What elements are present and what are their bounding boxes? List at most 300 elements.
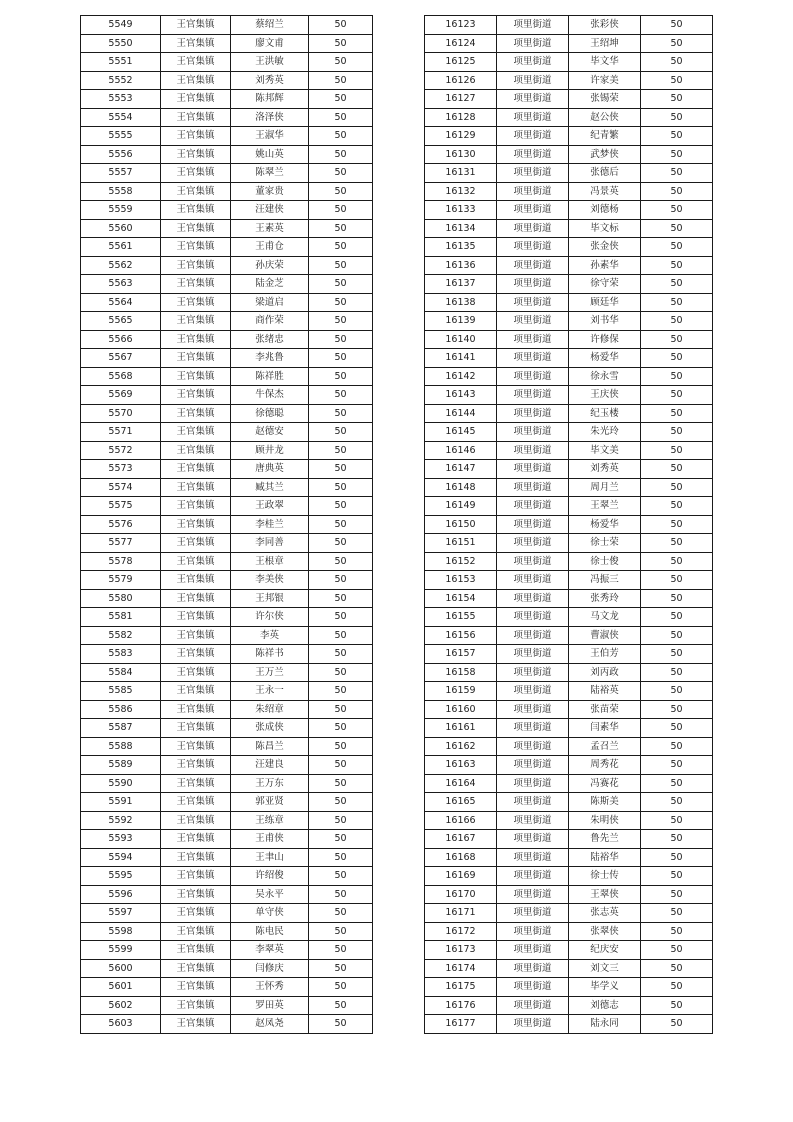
cell-id: 5575 xyxy=(81,497,161,516)
cell-name: 杨爱华 xyxy=(569,515,641,534)
cell-town: 王官集镇 xyxy=(161,164,231,183)
cell-amount: 50 xyxy=(641,552,713,571)
cell-amount: 50 xyxy=(641,996,713,1015)
cell-town: 王官集镇 xyxy=(161,941,231,960)
cell-name: 王邦银 xyxy=(231,589,309,608)
table-row xyxy=(425,441,713,460)
cell-name: 张德后 xyxy=(569,164,641,183)
cell-name: 王万兰 xyxy=(231,663,309,682)
cell-amount: 50 xyxy=(309,608,373,627)
cell-id: 5553 xyxy=(81,90,161,109)
cell-id: 5550 xyxy=(81,34,161,53)
cell-name: 李桂兰 xyxy=(231,515,309,534)
cell-id: 5600 xyxy=(81,959,161,978)
table-row xyxy=(81,663,373,682)
cell-amount: 50 xyxy=(309,349,373,368)
table-row xyxy=(425,423,713,442)
cell-name: 陈斯美 xyxy=(569,793,641,812)
table-row xyxy=(425,349,713,368)
table-row xyxy=(81,552,373,571)
cell-name: 王淑华 xyxy=(231,127,309,146)
cell-id: 16128 xyxy=(425,108,497,127)
table-row xyxy=(425,293,713,312)
cell-amount: 50 xyxy=(641,386,713,405)
table-row xyxy=(425,201,713,220)
cell-amount: 50 xyxy=(641,848,713,867)
cell-id: 5559 xyxy=(81,201,161,220)
table-row xyxy=(425,330,713,349)
cell-amount: 50 xyxy=(309,941,373,960)
cell-name: 刘德杨 xyxy=(569,201,641,220)
cell-id: 16140 xyxy=(425,330,497,349)
cell-id: 5561 xyxy=(81,238,161,257)
cell-town: 项里街道 xyxy=(497,256,569,275)
cell-name: 牛保杰 xyxy=(231,386,309,405)
cell-id: 5592 xyxy=(81,811,161,830)
cell-amount: 50 xyxy=(641,238,713,257)
cell-name: 王政翠 xyxy=(231,497,309,516)
cell-id: 16157 xyxy=(425,645,497,664)
cell-id: 16176 xyxy=(425,996,497,1015)
cell-town: 项里街道 xyxy=(497,238,569,257)
cell-amount: 50 xyxy=(641,885,713,904)
cell-name: 陆裕华 xyxy=(569,848,641,867)
cell-town: 项里街道 xyxy=(497,367,569,386)
cell-id: 5587 xyxy=(81,719,161,738)
cell-name: 许家美 xyxy=(569,71,641,90)
cell-town: 王官集镇 xyxy=(161,978,231,997)
cell-amount: 50 xyxy=(309,497,373,516)
table-row xyxy=(425,219,713,238)
cell-town: 项里街道 xyxy=(497,127,569,146)
cell-amount: 50 xyxy=(641,700,713,719)
table-row xyxy=(425,737,713,756)
cell-name: 李翠英 xyxy=(231,941,309,960)
cell-amount: 50 xyxy=(641,275,713,294)
cell-town: 项里街道 xyxy=(497,959,569,978)
cell-amount: 50 xyxy=(641,1015,713,1034)
table-row xyxy=(425,275,713,294)
cell-town: 项里街道 xyxy=(497,312,569,331)
cell-town: 项里街道 xyxy=(497,404,569,423)
cell-id: 16129 xyxy=(425,127,497,146)
cell-town: 王官集镇 xyxy=(161,793,231,812)
table-row xyxy=(81,830,373,849)
cell-amount: 50 xyxy=(641,16,713,35)
cell-name: 张志英 xyxy=(569,904,641,923)
cell-town: 项里街道 xyxy=(497,589,569,608)
cell-id: 16170 xyxy=(425,885,497,904)
cell-town: 项里街道 xyxy=(497,978,569,997)
cell-name: 李美侠 xyxy=(231,571,309,590)
cell-name: 陆裕英 xyxy=(569,682,641,701)
cell-id: 16130 xyxy=(425,145,497,164)
cell-id: 16161 xyxy=(425,719,497,738)
cell-id: 16156 xyxy=(425,626,497,645)
cell-name: 孙庆荣 xyxy=(231,256,309,275)
cell-town: 项里街道 xyxy=(497,349,569,368)
cell-id: 16126 xyxy=(425,71,497,90)
cell-amount: 50 xyxy=(641,164,713,183)
cell-amount: 50 xyxy=(309,460,373,479)
cell-name: 王素英 xyxy=(231,219,309,238)
cell-town: 王官集镇 xyxy=(161,145,231,164)
cell-id: 5599 xyxy=(81,941,161,960)
cell-id: 16127 xyxy=(425,90,497,109)
table-row xyxy=(81,478,373,497)
cell-amount: 50 xyxy=(641,330,713,349)
cell-amount: 50 xyxy=(309,700,373,719)
cell-name: 李同善 xyxy=(231,534,309,553)
cell-name: 郭亚贤 xyxy=(231,793,309,812)
cell-town: 王官集镇 xyxy=(161,904,231,923)
cell-name: 许绍俊 xyxy=(231,867,309,886)
table-row xyxy=(425,71,713,90)
table-row xyxy=(425,885,713,904)
cell-name: 冯振三 xyxy=(569,571,641,590)
cell-amount: 50 xyxy=(309,867,373,886)
cell-id: 5571 xyxy=(81,423,161,442)
table-row xyxy=(425,386,713,405)
cell-id: 16136 xyxy=(425,256,497,275)
cell-town: 项里街道 xyxy=(497,497,569,516)
table-row xyxy=(81,737,373,756)
cell-amount: 50 xyxy=(641,515,713,534)
cell-town: 王官集镇 xyxy=(161,219,231,238)
table-row xyxy=(425,182,713,201)
cell-id: 16164 xyxy=(425,774,497,793)
cell-id: 16138 xyxy=(425,293,497,312)
table-row xyxy=(425,1015,713,1034)
cell-name: 王绍坤 xyxy=(569,34,641,53)
cell-town: 项里街道 xyxy=(497,830,569,849)
cell-id: 16144 xyxy=(425,404,497,423)
cell-name: 王甫仓 xyxy=(231,238,309,257)
cell-name: 杨爱华 xyxy=(569,349,641,368)
cell-name: 洛泽侠 xyxy=(231,108,309,127)
cell-town: 王官集镇 xyxy=(161,737,231,756)
cell-town: 项里街道 xyxy=(497,885,569,904)
cell-amount: 50 xyxy=(309,386,373,405)
table-row xyxy=(81,904,373,923)
cell-town: 王官集镇 xyxy=(161,885,231,904)
cell-town: 王官集镇 xyxy=(161,441,231,460)
cell-amount: 50 xyxy=(309,830,373,849)
cell-id: 5565 xyxy=(81,312,161,331)
cell-amount: 50 xyxy=(309,534,373,553)
table-row xyxy=(81,441,373,460)
cell-name: 顾井龙 xyxy=(231,441,309,460)
cell-name: 陈翠兰 xyxy=(231,164,309,183)
cell-id: 5581 xyxy=(81,608,161,627)
table-row xyxy=(81,330,373,349)
cell-name: 赵公侠 xyxy=(569,108,641,127)
right-roster-body xyxy=(425,16,713,1034)
cell-id: 5583 xyxy=(81,645,161,664)
cell-name: 朱光玲 xyxy=(569,423,641,442)
cell-amount: 50 xyxy=(641,219,713,238)
cell-town: 王官集镇 xyxy=(161,275,231,294)
cell-town: 王官集镇 xyxy=(161,404,231,423)
cell-id: 5590 xyxy=(81,774,161,793)
cell-town: 王官集镇 xyxy=(161,367,231,386)
table-row xyxy=(425,626,713,645)
cell-id: 16125 xyxy=(425,53,497,72)
table-row xyxy=(425,515,713,534)
cell-town: 王官集镇 xyxy=(161,423,231,442)
cell-amount: 50 xyxy=(309,996,373,1015)
cell-town: 王官集镇 xyxy=(161,256,231,275)
cell-town: 项里街道 xyxy=(497,904,569,923)
cell-id: 16172 xyxy=(425,922,497,941)
table-row xyxy=(425,867,713,886)
cell-name: 陈祥书 xyxy=(231,645,309,664)
cell-id: 16171 xyxy=(425,904,497,923)
cell-name: 冯赛花 xyxy=(569,774,641,793)
cell-town: 王官集镇 xyxy=(161,349,231,368)
table-row xyxy=(425,127,713,146)
cell-town: 项里街道 xyxy=(497,552,569,571)
cell-town: 项里街道 xyxy=(497,145,569,164)
cell-id: 5576 xyxy=(81,515,161,534)
cell-town: 王官集镇 xyxy=(161,34,231,53)
cell-id: 16159 xyxy=(425,682,497,701)
cell-town: 项里街道 xyxy=(497,663,569,682)
cell-amount: 50 xyxy=(641,774,713,793)
cell-name: 周月兰 xyxy=(569,478,641,497)
cell-name: 张苗荣 xyxy=(569,700,641,719)
cell-id: 16158 xyxy=(425,663,497,682)
cell-amount: 50 xyxy=(641,811,713,830)
cell-amount: 50 xyxy=(309,238,373,257)
cell-name: 许修保 xyxy=(569,330,641,349)
table-row xyxy=(425,719,713,738)
cell-id: 16162 xyxy=(425,737,497,756)
cell-id: 5564 xyxy=(81,293,161,312)
cell-name: 周秀花 xyxy=(569,756,641,775)
cell-id: 16143 xyxy=(425,386,497,405)
cell-amount: 50 xyxy=(641,793,713,812)
cell-town: 王官集镇 xyxy=(161,867,231,886)
cell-name: 臧其兰 xyxy=(231,478,309,497)
cell-town: 项里街道 xyxy=(497,34,569,53)
cell-id: 5560 xyxy=(81,219,161,238)
table-row xyxy=(81,275,373,294)
cell-town: 王官集镇 xyxy=(161,552,231,571)
cell-town: 项里街道 xyxy=(497,293,569,312)
cell-amount: 50 xyxy=(309,626,373,645)
table-row xyxy=(81,608,373,627)
cell-name: 赵凤尧 xyxy=(231,1015,309,1034)
table-row xyxy=(81,589,373,608)
cell-town: 王官集镇 xyxy=(161,312,231,331)
cell-town: 项里街道 xyxy=(497,164,569,183)
cell-amount: 50 xyxy=(309,16,373,35)
table-row xyxy=(425,848,713,867)
cell-town: 王官集镇 xyxy=(161,700,231,719)
cell-id: 5595 xyxy=(81,867,161,886)
table-row xyxy=(81,719,373,738)
cell-town: 王官集镇 xyxy=(161,682,231,701)
cell-town: 项里街道 xyxy=(497,275,569,294)
cell-id: 16134 xyxy=(425,219,497,238)
table-row xyxy=(81,238,373,257)
cell-town: 项里街道 xyxy=(497,330,569,349)
cell-amount: 50 xyxy=(641,53,713,72)
table-row xyxy=(425,552,713,571)
cell-id: 5588 xyxy=(81,737,161,756)
cell-amount: 50 xyxy=(641,645,713,664)
cell-id: 16153 xyxy=(425,571,497,590)
cell-amount: 50 xyxy=(309,256,373,275)
cell-id: 5555 xyxy=(81,127,161,146)
cell-amount: 50 xyxy=(309,885,373,904)
cell-name: 罗田英 xyxy=(231,996,309,1015)
cell-town: 项里街道 xyxy=(497,460,569,479)
cell-town: 王官集镇 xyxy=(161,201,231,220)
cell-town: 王官集镇 xyxy=(161,811,231,830)
cell-id: 16168 xyxy=(425,848,497,867)
cell-amount: 50 xyxy=(641,256,713,275)
cell-town: 项里街道 xyxy=(497,848,569,867)
cell-amount: 50 xyxy=(641,571,713,590)
cell-amount: 50 xyxy=(309,367,373,386)
table-row xyxy=(81,53,373,72)
cell-amount: 50 xyxy=(641,589,713,608)
cell-amount: 50 xyxy=(309,201,373,220)
cell-amount: 50 xyxy=(309,848,373,867)
table-row xyxy=(425,996,713,1015)
table-row xyxy=(425,53,713,72)
table-row xyxy=(425,663,713,682)
cell-name: 徐士传 xyxy=(569,867,641,886)
cell-id: 5585 xyxy=(81,682,161,701)
table-row xyxy=(425,811,713,830)
table-row xyxy=(425,145,713,164)
cell-name: 张金侠 xyxy=(569,238,641,257)
cell-town: 项里街道 xyxy=(497,534,569,553)
table-row xyxy=(425,534,713,553)
table-row xyxy=(81,534,373,553)
cell-amount: 50 xyxy=(641,663,713,682)
cell-name: 徐士荣 xyxy=(569,534,641,553)
table-row xyxy=(81,867,373,886)
cell-name: 王洪敏 xyxy=(231,53,309,72)
cell-id: 16160 xyxy=(425,700,497,719)
cell-town: 项里街道 xyxy=(497,793,569,812)
cell-amount: 50 xyxy=(309,53,373,72)
table-row xyxy=(425,312,713,331)
table-row xyxy=(81,497,373,516)
cell-amount: 50 xyxy=(309,904,373,923)
cell-town: 王官集镇 xyxy=(161,663,231,682)
table-row xyxy=(425,256,713,275)
cell-amount: 50 xyxy=(641,719,713,738)
cell-town: 王官集镇 xyxy=(161,497,231,516)
cell-id: 16165 xyxy=(425,793,497,812)
cell-id: 5602 xyxy=(81,996,161,1015)
table-row xyxy=(81,626,373,645)
cell-name: 纪青繁 xyxy=(569,127,641,146)
cell-id: 16152 xyxy=(425,552,497,571)
cell-id: 5578 xyxy=(81,552,161,571)
cell-id: 5558 xyxy=(81,182,161,201)
cell-amount: 50 xyxy=(641,71,713,90)
cell-amount: 50 xyxy=(309,571,373,590)
cell-name: 曹淑侠 xyxy=(569,626,641,645)
cell-amount: 50 xyxy=(641,127,713,146)
cell-name: 唐典英 xyxy=(231,460,309,479)
cell-name: 刘文三 xyxy=(569,959,641,978)
cell-town: 项里街道 xyxy=(497,108,569,127)
cell-id: 16141 xyxy=(425,349,497,368)
table-row xyxy=(425,16,713,35)
cell-amount: 50 xyxy=(309,219,373,238)
cell-id: 16147 xyxy=(425,460,497,479)
cell-name: 王万东 xyxy=(231,774,309,793)
cell-town: 王官集镇 xyxy=(161,238,231,257)
cell-id: 5572 xyxy=(81,441,161,460)
cell-amount: 50 xyxy=(641,423,713,442)
table-row xyxy=(425,608,713,627)
cell-town: 项里街道 xyxy=(497,386,569,405)
cell-amount: 50 xyxy=(309,682,373,701)
cell-name: 刘德志 xyxy=(569,996,641,1015)
cell-name: 张成侠 xyxy=(231,719,309,738)
cell-town: 王官集镇 xyxy=(161,293,231,312)
cell-id: 5603 xyxy=(81,1015,161,1034)
cell-name: 董家贵 xyxy=(231,182,309,201)
cell-name: 张绪忠 xyxy=(231,330,309,349)
cell-id: 16167 xyxy=(425,830,497,849)
cell-town: 项里街道 xyxy=(497,996,569,1015)
cell-town: 项里街道 xyxy=(497,941,569,960)
cell-amount: 50 xyxy=(641,737,713,756)
cell-town: 项里街道 xyxy=(497,16,569,35)
cell-amount: 50 xyxy=(641,626,713,645)
cell-name: 闫修庆 xyxy=(231,959,309,978)
cell-town: 王官集镇 xyxy=(161,719,231,738)
cell-name: 毕学义 xyxy=(569,978,641,997)
cell-name: 王练章 xyxy=(231,811,309,830)
cell-id: 5551 xyxy=(81,53,161,72)
table-row xyxy=(81,90,373,109)
cell-town: 王官集镇 xyxy=(161,571,231,590)
table-row xyxy=(425,108,713,127)
cell-amount: 50 xyxy=(641,608,713,627)
cell-amount: 50 xyxy=(641,478,713,497)
cell-name: 吴永平 xyxy=(231,885,309,904)
table-row xyxy=(81,941,373,960)
cell-amount: 50 xyxy=(309,719,373,738)
cell-name: 陈祥胜 xyxy=(231,367,309,386)
cell-amount: 50 xyxy=(309,164,373,183)
cell-id: 5573 xyxy=(81,460,161,479)
cell-name: 刘秀英 xyxy=(231,71,309,90)
cell-id: 16173 xyxy=(425,941,497,960)
table-row xyxy=(81,885,373,904)
cell-name: 纪玉楼 xyxy=(569,404,641,423)
table-row xyxy=(81,182,373,201)
cell-name: 姚山英 xyxy=(231,145,309,164)
table-row xyxy=(81,386,373,405)
cell-name: 王庆侠 xyxy=(569,386,641,405)
table-row xyxy=(425,904,713,923)
cell-name: 冯景英 xyxy=(569,182,641,201)
cell-town: 王官集镇 xyxy=(161,53,231,72)
table-row xyxy=(425,774,713,793)
cell-town: 项里街道 xyxy=(497,423,569,442)
